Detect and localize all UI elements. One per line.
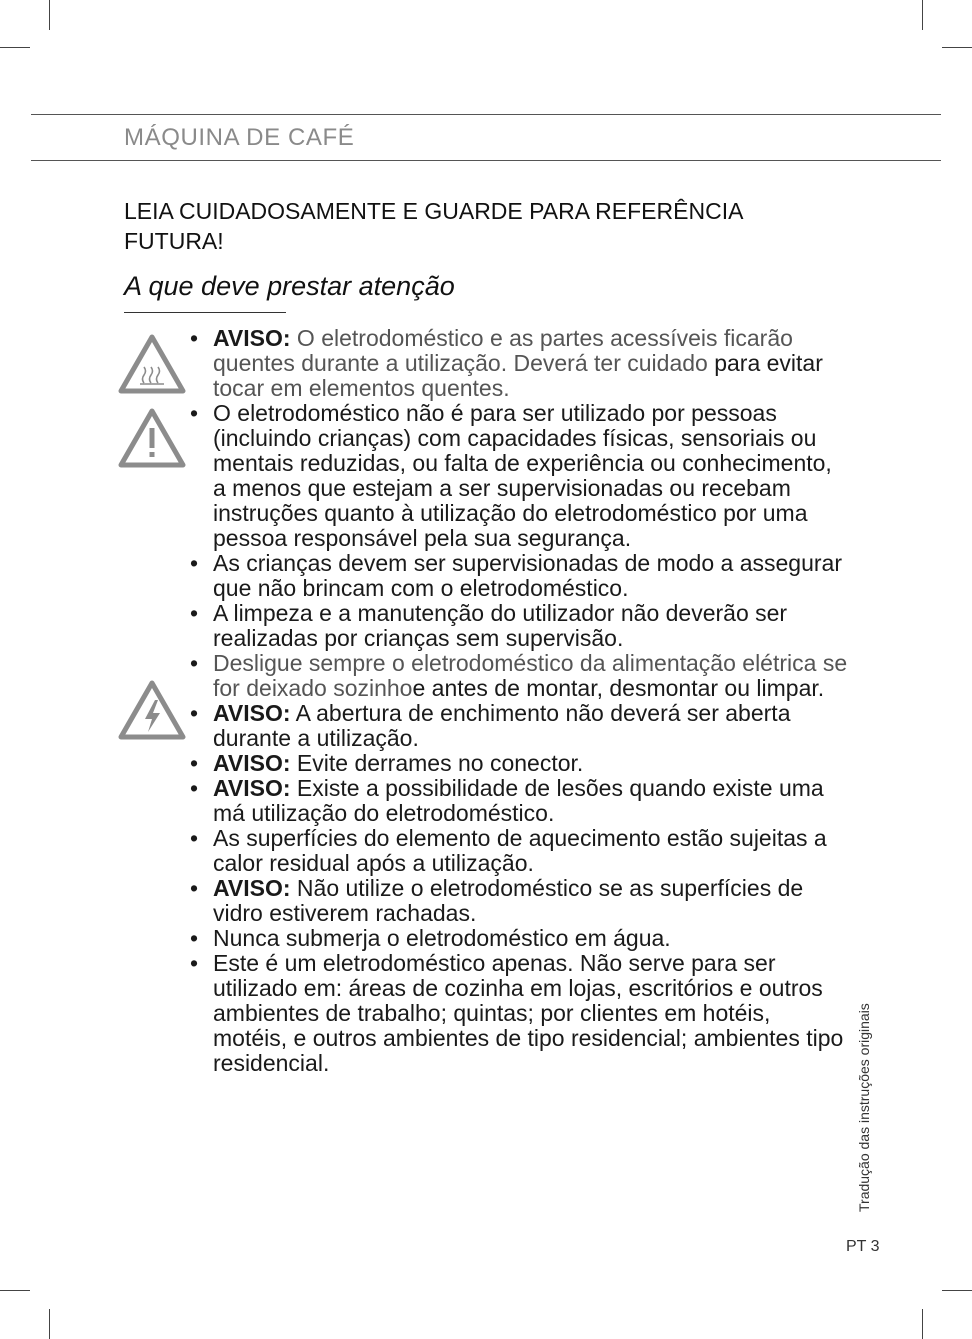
crop-mark: [922, 0, 923, 30]
list-item: [188, 651, 848, 701]
section-underline: [124, 312, 286, 313]
aviso-label: AVISO:: [213, 700, 291, 726]
crop-mark: [942, 1290, 972, 1291]
list-item-text: Nunca submerja o eletrodoméstico em água.: [213, 925, 671, 951]
crop-mark: [922, 1309, 923, 1339]
header-title: MÁQUINA DE CAFÉ: [124, 124, 355, 151]
aviso-label: AVISO:: [213, 875, 291, 901]
header-bottom-rule: [31, 160, 941, 161]
aviso-label: AVISO:: [213, 775, 291, 801]
list-item-text: A abertura de enchimento não deverá ser aberta durante a utilização.: [213, 700, 791, 751]
list-item-text: A limpeza e a manutenção do utilizador não deverão ser realizadas por crianças sem supervisão.: [213, 600, 788, 651]
crop-mark: [942, 47, 972, 48]
list-item: [188, 326, 848, 401]
list-item: [188, 601, 848, 651]
warning-list: [188, 326, 848, 1076]
crop-mark: [0, 1290, 30, 1291]
list-item-text: Evite derrames no conector.: [296, 750, 584, 776]
list-item-text: O eletrodoméstico não é para ser utilizado por pessoas (incluindo crianças) com capacidades físicas, sensoriais ou mentais reduzidas, ou falta de experiência ou conhecimento, a menos que estejam a ser supervisionadas ou recebam instruções quanto à utilização do eletrodoméstico por uma pessoa responsável pela sua segurança.: [213, 400, 832, 551]
list-item: [188, 826, 848, 876]
list-item-text: e antes de montar, desmontar ou limpar.: [412, 675, 825, 701]
list-item: [188, 776, 848, 826]
crop-mark: [49, 1309, 50, 1339]
list-item-text: As superfícies do elemento de aquecimento estão sujeitas a calor residual após a utilização.: [213, 825, 827, 876]
list-item-text: O eletrodoméstico e as partes acessíveis ficarão quentes durante a utilização. Deverá ter cuidado: [213, 325, 793, 376]
hot-surface-warning-icon: [118, 334, 186, 394]
list-item: [188, 951, 848, 1076]
list-item-text: para evitar: [714, 350, 823, 376]
list-item-text: As crianças devem ser supervisionadas de modo a assegurar que não brincam com o eletrodoméstico.: [213, 550, 842, 601]
general-warning-icon: [118, 408, 186, 468]
section-title: A que deve prestar atenção: [124, 271, 455, 301]
aviso-label: AVISO:: [213, 325, 291, 351]
electric-shock-warning-icon: [118, 680, 186, 740]
list-item-text: Este é um eletrodoméstico apenas. Não serve para ser utilizado em: áreas de cozinha em lojas, escritórios e outros ambientes de trabalho; quintas; por clientes em hotéis, motéis, e outros ambientes de tipo residencial; ambientes tipo residencial.: [213, 950, 844, 1076]
list-item: [188, 926, 848, 951]
list-item: [188, 876, 848, 926]
list-item: [188, 401, 848, 551]
list-item: [188, 551, 848, 601]
header-top-rule: [31, 114, 941, 115]
list-item: [188, 751, 848, 776]
list-item-text: Não utilize o eletrodoméstico se as superfícies de vidro estiverem rachadas.: [213, 875, 804, 926]
page-number: PT 3: [846, 1238, 880, 1255]
crop-mark: [0, 47, 30, 48]
list-item: [188, 701, 848, 751]
list-item-text: tocar em elementos quentes.: [213, 375, 510, 401]
side-note: Tradução das instruções originais: [856, 1003, 872, 1212]
intro-heading: LEIA CUIDADOSAMENTE E GUARDE PARA REFERÊNCIA FUTURA!: [124, 198, 743, 254]
aviso-label: AVISO:: [213, 750, 291, 776]
crop-mark: [49, 0, 50, 30]
list-item-text: Existe a possibilidade de lesões quando existe uma má utilização do eletrodoméstico.: [213, 775, 824, 826]
list-item-text: Desligue sempre o eletrodoméstico da alimentação elétrica se for deixado sozinho: [213, 650, 848, 701]
